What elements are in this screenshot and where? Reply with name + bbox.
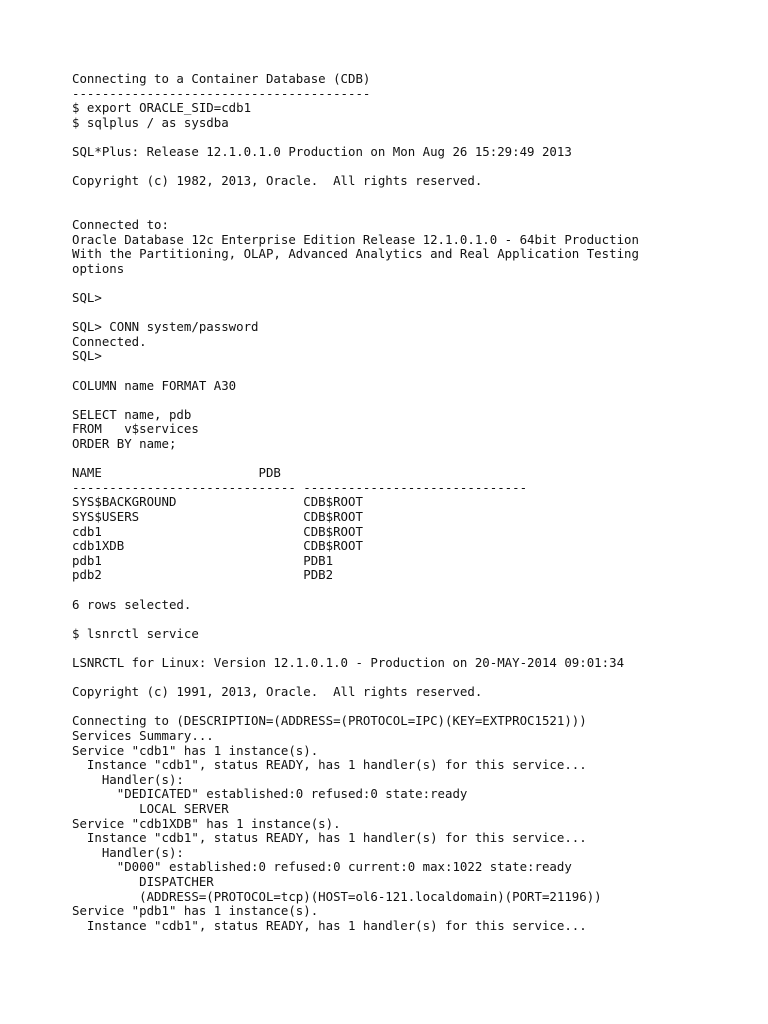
doc-line: SYS$BACKGROUND CDB$ROOT: [72, 494, 363, 510]
doc-line: SQL>: [72, 290, 102, 305]
doc-line: ORDER BY name;: [72, 436, 177, 451]
doc-line: Connecting to a Container Database (CDB): [72, 71, 371, 86]
doc-line: cdb1XDB CDB$ROOT: [72, 538, 363, 554]
doc-line: SQL> CONN system/password: [72, 319, 259, 335]
doc-line: SELECT name, pdb: [72, 406, 192, 422]
doc-line: "DEDICATED" established:0 refused:0 state:ready: [72, 786, 468, 802]
doc-line: Instance "cdb1", status READY, has 1 handler(s) for this service...: [72, 917, 587, 933]
doc-line: Service "pdb1" has 1 instance(s).: [72, 903, 319, 919]
doc-line: Instance "cdb1", status READY, has 1 handler(s) for this service...: [72, 757, 587, 773]
doc-line: Service "cdb1XDB" has 1 instance(s).: [72, 815, 341, 831]
doc-line: Copyright (c) 1982, 2013, Oracle. All rights reserved.: [72, 173, 483, 189]
doc-line: With the Partitioning, OLAP, Advanced Analytics and Real Application Testing: [72, 246, 639, 262]
doc-line: Oracle Database 12c Enterprise Edition Release 12.1.0.1.0 - 64bit Production: [72, 231, 639, 247]
doc-line: Copyright (c) 1991, 2013, Oracle. All rights reserved.: [72, 684, 483, 700]
doc-line: Connecting to (DESCRIPTION=(ADDRESS=(PROTOCOL=IPC)(KEY=EXTPROC1521))): [72, 713, 587, 729]
doc-line: $ lsnrctl service: [72, 625, 199, 641]
doc-line: ------------------------------ ------------------------------: [72, 479, 528, 495]
doc-line: Services Summary...: [72, 728, 214, 743]
doc-line: SYS$USERS CDB$ROOT: [72, 509, 363, 524]
doc-line: FROM v$services: [72, 421, 199, 437]
doc-line: $ export ORACLE_SID=cdb1: [72, 100, 252, 116]
doc-line: pdb1 PDB1: [72, 552, 334, 568]
doc-line: $ sqlplus / as sysdba: [72, 114, 229, 130]
doc-line: Instance "cdb1", status READY, has 1 handler(s) for this service...: [72, 830, 587, 846]
doc-line: COLUMN name FORMAT A30: [72, 377, 237, 393]
doc-line: Handler(s):: [72, 844, 184, 860]
doc-line: Handler(s):: [72, 771, 184, 787]
doc-line: SQL>: [72, 348, 102, 364]
doc-line: Connected.: [72, 333, 147, 349]
doc-line: options: [72, 260, 125, 276]
doc-line: LSNRCTL for Linux: Version 12.1.0.1.0 - Production on 20-MAY-2014 09:01:34: [72, 655, 625, 670]
doc-line: Service "cdb1" has 1 instance(s).: [72, 742, 319, 758]
doc-line: SQL*Plus: Release 12.1.0.1.0 Production on Mon Aug 26 15:29:49 2013: [72, 144, 572, 159]
doc-line: "D000" established:0 refused:0 current:0 max:1022 state:ready: [72, 859, 572, 875]
doc-line: (ADDRESS=(PROTOCOL=tcp)(HOST=ol6-121.localdomain)(PORT=21196)): [72, 888, 602, 904]
doc-line: DISPATCHER: [72, 874, 214, 889]
doc-line: ----------------------------------------: [72, 85, 371, 101]
doc-line: cdb1 CDB$ROOT: [72, 523, 363, 539]
doc-line: NAME PDB: [72, 465, 281, 481]
doc-line: pdb2 PDB2: [72, 567, 334, 583]
doc-line: 6 rows selected.: [72, 596, 192, 612]
doc-line: Connected to:: [72, 217, 169, 232]
doc-line: LOCAL SERVER: [72, 801, 229, 816]
